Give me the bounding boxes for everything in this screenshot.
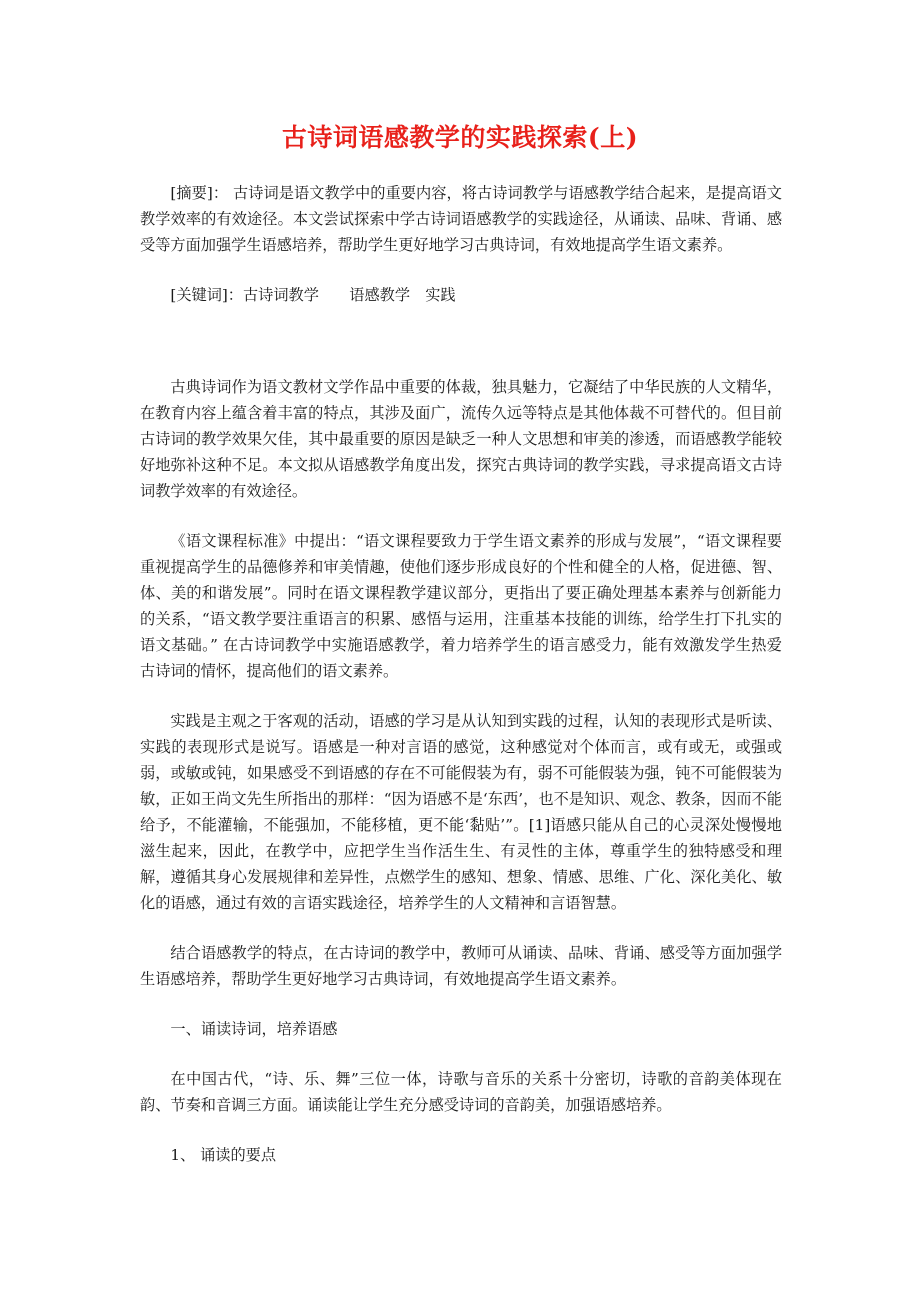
abstract-paragraph: [摘要]： 古诗词是语文教学中的重要内容，将古诗词教学与语感教学结合起来，是提高语文教学效率的有效途径。本文尝试探索中学古诗词语感教学的实践途径，从诵读、品味、背诵、感受等方面加强学生语感培养，帮助学生更好地学习古典诗词，有效地提高学生语文素养。	[140, 184, 782, 254]
body-paragraph: 《语文课程标准》中提出：“语文课程要致力于学生语文素养的形成与发展”，“语文课程要重视提高学生的品德修养和审美情趣，使他们逐步形成良好的个性和健全的人格，促进德、智、体、美的和谐发展”。同时在语文课程教学建议部分，更指出了要正确处理基本素养与创新能力的关系，“语文教学要注重语言的积累、感悟与运用，注重基本技能的训练，给学生打下扎实的语文基础。” 在古诗词教学中实施语感教学，着力培养学生的语言感受力，能有效激发学生热爱古诗词的情怀，提高他们的语文素养。	[140, 532, 782, 680]
document-title: 古诗词语感教学的实践探索(上)	[281, 123, 639, 152]
section-heading: 一、诵读诗词，培养语感	[170, 1020, 338, 1038]
document-body	[140, 180, 782, 1192]
body-paragraph: 实践是主观之于客观的活动，语感的学习是从认知到实践的过程，认知的表现形式是听读、实践的表现形式是说写。语感是一种对言语的感觉，这种感觉对个体而言，或有或无，或强或弱，或敏或钝，如果感受不到语感的存在不可能假装为有，弱不可能假装为强，钝不可能假装为敏，正如王尚文先生所指出的那样：“因为语感不是‘东西’，也不是知识、观念、教条，因而不能给予，不能灌输，不能强加，不能移植，更不能‘黏贴’”。[1]语感只能从自己的心灵深处慢慢地滋生起来，因此，在教学中，应把学生当作活生生、有灵性的主体，尊重学生的独特感受和理解，遵循其身心发展规律和差异性，点燃学生的感知、想象、情感、思维、广化、深化美化、敏化的语感，通过有效的言语实践途径，培养学生的人文精神和言语智慧。	[140, 712, 782, 912]
keywords-paragraph: [关键词]：古诗词教学 语感教学 实践	[170, 286, 456, 304]
body-paragraph: 古典诗词作为语文教材文学作品中重要的体裁，独具魅力，它凝结了中华民族的人文精华，在教育内容上蕴含着丰富的特点，其涉及面广，流传久远等特点是其他体裁不可替代的。但目前古诗词的教学效果欠佳，其中最重要的原因是缺乏一种人文思想和审美的渗透，而语感教学能较好地弥补这种不足。本文拟从语感教学角度出发，探究古典诗词的教学实践，寻求提高语文古诗词教学效率的有效途径。	[140, 378, 782, 500]
subsection-heading: 1、 诵读的要点	[170, 1146, 277, 1164]
body-paragraph: 结合语感教学的特点，在古诗词的教学中，教师可从诵读、品味、背诵、感受等方面加强学生语感培养，帮助学生更好地学习古典诗词，有效地提高学生语文素养。	[140, 944, 782, 988]
body-paragraph: 在中国古代，“诗、乐、舞”三位一体，诗歌与音乐的关系十分密切，诗歌的音韵美体现在韵、节奏和音调三方面。诵读能让学生充分感受诗词的音韵美，加强语感培养。	[140, 1070, 782, 1114]
